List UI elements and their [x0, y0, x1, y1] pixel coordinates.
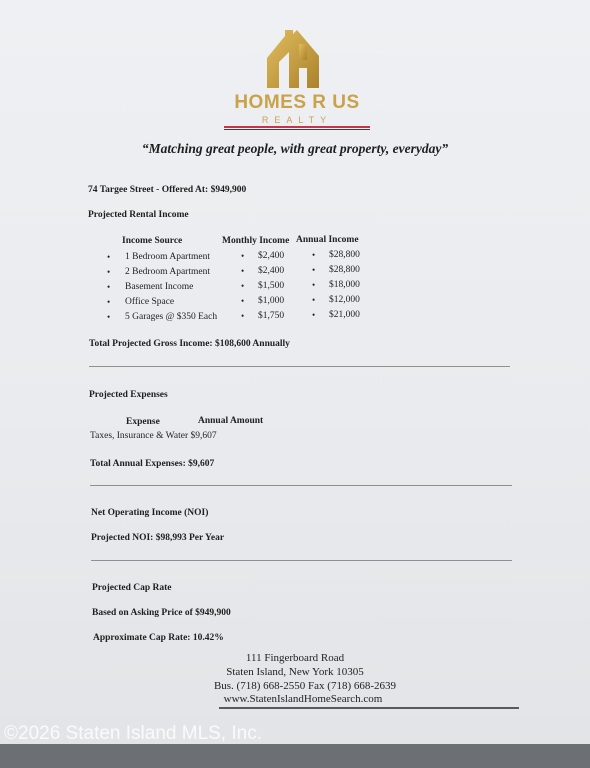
bullet: • [241, 251, 245, 261]
bullet: • [241, 296, 245, 306]
footer-website: www.StatenIslandHomeSearch.com [223, 693, 383, 705]
expenses-total: Total Annual Expenses: $9,607 [90, 459, 215, 469]
bullet: • [107, 297, 111, 307]
footer-address-line1: 111 Fingerboard Road [245, 652, 345, 664]
income-header-monthly: Monthly Income [222, 236, 290, 246]
divider [89, 366, 510, 367]
bullet: • [241, 281, 245, 291]
cap-basis: Based on Asking Price of $949,900 [92, 608, 231, 618]
bullet: • [107, 312, 111, 322]
brand-dark-line [224, 129, 370, 130]
income-row-annual: $18,000 [329, 280, 360, 290]
income-row-monthly: $1,500 [258, 281, 285, 291]
income-row-source: 5 Garages @ $350 Each [125, 312, 218, 322]
income-row-monthly: $1,000 [258, 296, 285, 306]
income-header-source: Income Source [122, 236, 183, 246]
income-header-annual: Annual Income [296, 235, 359, 245]
bullet: • [312, 250, 316, 260]
income-row-annual: $21,000 [329, 310, 360, 320]
footer-phone: Bus. (718) 668-2550 Fax (718) 668-2639 [213, 680, 397, 692]
income-row-annual: $12,000 [329, 295, 360, 305]
income-title: Projected Rental Income [88, 210, 189, 220]
income-row-monthly: $1,750 [258, 311, 285, 321]
expenses-title: Projected Expenses [89, 390, 168, 400]
footer-rule [219, 707, 519, 709]
expenses-header-expense: Expense [126, 417, 160, 427]
income-row-monthly: $2,400 [258, 251, 285, 261]
brand-subtitle: REALTY [261, 115, 333, 125]
bullet: • [107, 282, 111, 292]
copyright-watermark: ©2026 Staten Island MLS, Inc. [4, 723, 262, 744]
background-surface [0, 744, 590, 768]
bullet: • [312, 265, 316, 275]
noi-title: Net Operating Income (NOI) [91, 508, 209, 518]
house-logo-icon [263, 28, 323, 90]
income-row-source: Basement Income [125, 282, 194, 292]
tagline: “Matching great people, with great property, everyday” [141, 141, 449, 156]
bullet: • [241, 266, 245, 276]
brand-red-line [224, 126, 370, 128]
income-row-source: 1 Bedroom Apartment [125, 252, 210, 262]
income-row-source: Office Space [125, 297, 175, 307]
income-row-source: 2 Bedroom Apartment [125, 267, 210, 277]
bullet: • [312, 280, 316, 290]
cap-rate: Approximate Cap Rate: 10.42% [93, 633, 224, 643]
bullet: • [107, 267, 111, 277]
expenses-row: Taxes, Insurance & Water $9,607 [90, 431, 217, 441]
income-row-annual: $28,800 [329, 265, 360, 275]
cap-title: Projected Cap Rate [92, 583, 172, 593]
bullet: • [312, 295, 316, 305]
brand-name: HOMES R US [234, 92, 360, 113]
bullet: • [312, 310, 316, 320]
noi-value: Projected NOI: $98,993 Per Year [91, 533, 225, 543]
footer-address-line2: Staten Island, New York 10305 [226, 666, 364, 678]
income-row-monthly: $2,400 [258, 266, 285, 276]
bullet: • [241, 311, 245, 321]
divider [90, 485, 512, 486]
income-total: Total Projected Gross Income: $108,600 Annually [89, 339, 290, 349]
divider [91, 560, 512, 561]
property-header: 74 Targee Street - Offered At: $949,900 [88, 185, 247, 195]
income-row-annual: $28,800 [329, 250, 360, 260]
bullet: • [107, 252, 111, 262]
expenses-header-amount: Annual Amount [198, 416, 264, 426]
